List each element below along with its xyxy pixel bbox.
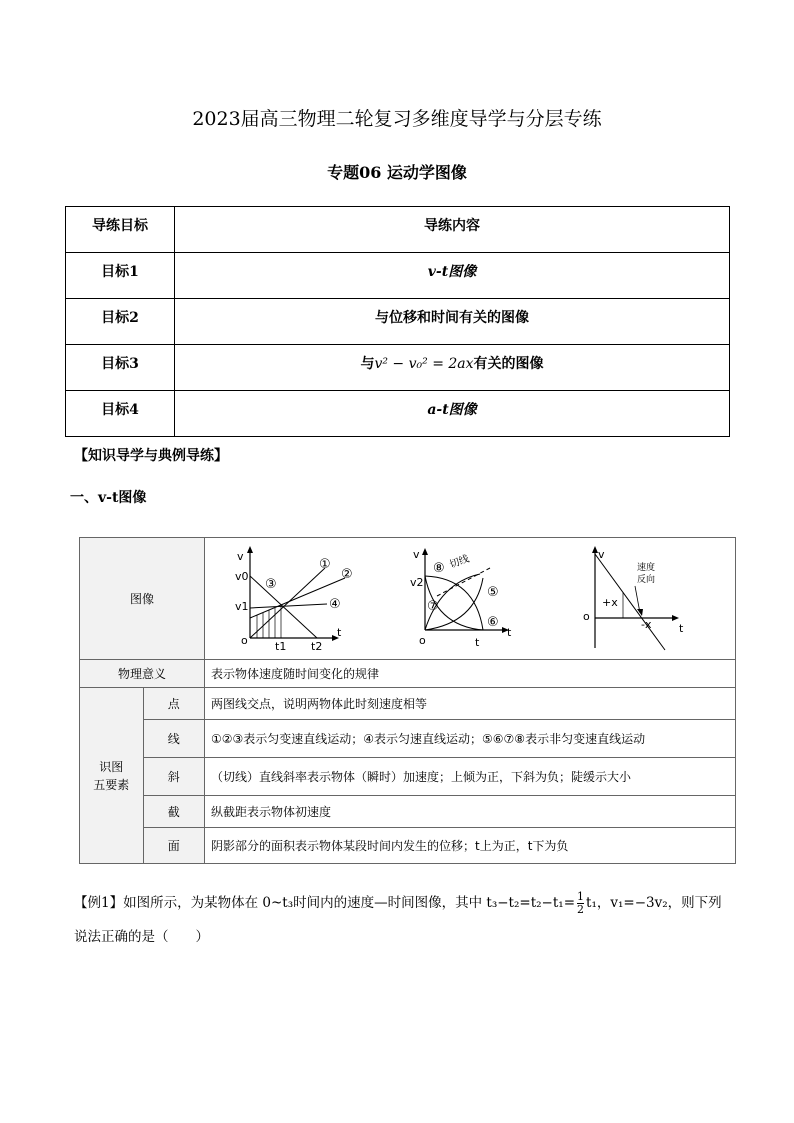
label-t: t	[475, 636, 480, 649]
curve-4: ④	[329, 597, 341, 612]
goal-label: 目标4	[101, 402, 139, 418]
label-t2: t2	[311, 640, 323, 653]
origin-o: o	[241, 634, 248, 647]
graph-velocity-reversal	[583, 546, 684, 650]
document-title: 2023届高三物理二轮复习多维度导学与分层专练	[192, 108, 602, 130]
element-name: 截	[143, 796, 205, 828]
axis-t: t	[337, 626, 342, 639]
curve-8: ⑧	[433, 561, 445, 576]
tangent-label: 切线	[448, 553, 471, 571]
example-label: 【例1】	[74, 895, 124, 911]
goal-label: 目标2	[101, 310, 139, 326]
origin-o: o	[583, 610, 590, 623]
meaning-row	[80, 660, 736, 688]
graph-nonuniform-motion	[410, 548, 512, 649]
label-minus-x: -x	[641, 618, 652, 631]
axis-v: v	[413, 548, 420, 561]
graph-uniform-motion	[235, 546, 353, 653]
fraction-numerator: 1	[577, 890, 585, 903]
goals-row	[66, 253, 730, 299]
fraction-half	[577, 891, 584, 916]
image-row	[80, 538, 736, 660]
goal-content	[175, 345, 729, 373]
goals-header-row	[66, 207, 730, 253]
curve-2: ②	[341, 567, 353, 582]
axis-v: v	[237, 550, 244, 563]
element-desc: 阴影部分的面积表示物体某段时间内发生的位移；t上为正，t下为负	[205, 828, 736, 864]
section-heading: 【知识导学与典例导练】	[74, 448, 228, 464]
fraction-denominator: 2	[577, 903, 585, 916]
goal-content: v-t图像	[427, 264, 477, 280]
element-desc: ①②③表示匀变速直线运动；④表示匀速直线运动；⑤⑥⑦⑧表示非匀变速直线运动	[205, 720, 736, 758]
document-subtitle: 专题06 运动学图像	[327, 163, 467, 182]
five-elements-label	[80, 688, 144, 864]
goals-header-content: 导练内容	[424, 218, 480, 234]
element-row	[80, 758, 736, 796]
curve-5: ⑤	[487, 585, 499, 600]
curve-6: ⑥	[487, 615, 499, 630]
goals-row	[66, 299, 730, 345]
goal-label: 目标3	[101, 356, 139, 372]
vt-graphs	[205, 538, 735, 656]
goal-content: 与位移和时间有关的图像	[375, 310, 529, 326]
element-name: 面	[143, 828, 205, 864]
element-desc: （切线）直线斜率表示物体（瞬时）加速度；上倾为正，下斜为负；陡缓示大小	[205, 758, 736, 796]
goals-header-goal: 导练目标	[92, 218, 148, 234]
five-elements-label-2: 五要素	[93, 777, 130, 792]
label-t1: t1	[275, 640, 287, 653]
label-v0: v0	[235, 570, 249, 583]
element-name: 线	[143, 720, 205, 758]
goal-content: a-t图像	[427, 402, 477, 418]
curve-3: ③	[265, 577, 277, 592]
origin-o: o	[419, 634, 426, 647]
example-text-2: t₁，v₁=−3v₂，则下列说法正确的是（ ）	[74, 895, 722, 945]
label-v1: v1	[235, 600, 249, 613]
curve-7: ⑦	[427, 599, 439, 614]
element-row	[80, 828, 736, 864]
five-elements-label-1: 识图	[99, 759, 124, 774]
note-speed: 速度	[637, 563, 656, 573]
goal-content-prefix: 与	[360, 356, 375, 372]
axis-v: v	[598, 548, 605, 561]
element-desc: 两图线交点，说明两物体此时刻速度相等	[205, 688, 736, 720]
element-name: 点	[143, 688, 205, 720]
section-one-heading: 一、v-t图像	[70, 490, 147, 506]
curve-1: ①	[319, 557, 331, 572]
label-plus-x: +x	[602, 596, 618, 609]
element-name: 斜	[143, 758, 205, 796]
axis-t: t	[679, 622, 684, 635]
goals-row	[66, 391, 730, 437]
element-row	[80, 796, 736, 828]
note-reverse: 反向	[637, 575, 656, 585]
goal-label: 目标1	[101, 264, 139, 280]
meaning-text: 表示物体速度随时间变化的规律	[205, 660, 736, 688]
goal-formula: v² − v₀² = 2ax	[374, 356, 474, 372]
vt-info-table	[79, 537, 736, 864]
goal-content-suffix: 有关的图像	[473, 356, 544, 372]
goals-table	[65, 206, 730, 437]
element-desc: 纵截距表示物体初速度	[205, 796, 736, 828]
meaning-label: 物理意义	[80, 660, 205, 688]
goals-row	[66, 345, 730, 391]
axis-t: t	[507, 626, 512, 639]
example-text-1: 如图所示，为某物体在 0~t₃时间内的速度—时间图像，其中 t₃−t₂=t₂−t₁=	[123, 895, 576, 911]
example-1	[74, 886, 734, 954]
image-label: 图像	[80, 538, 205, 660]
label-v2: v2	[410, 576, 424, 589]
element-row	[80, 720, 736, 758]
element-row	[80, 688, 736, 720]
